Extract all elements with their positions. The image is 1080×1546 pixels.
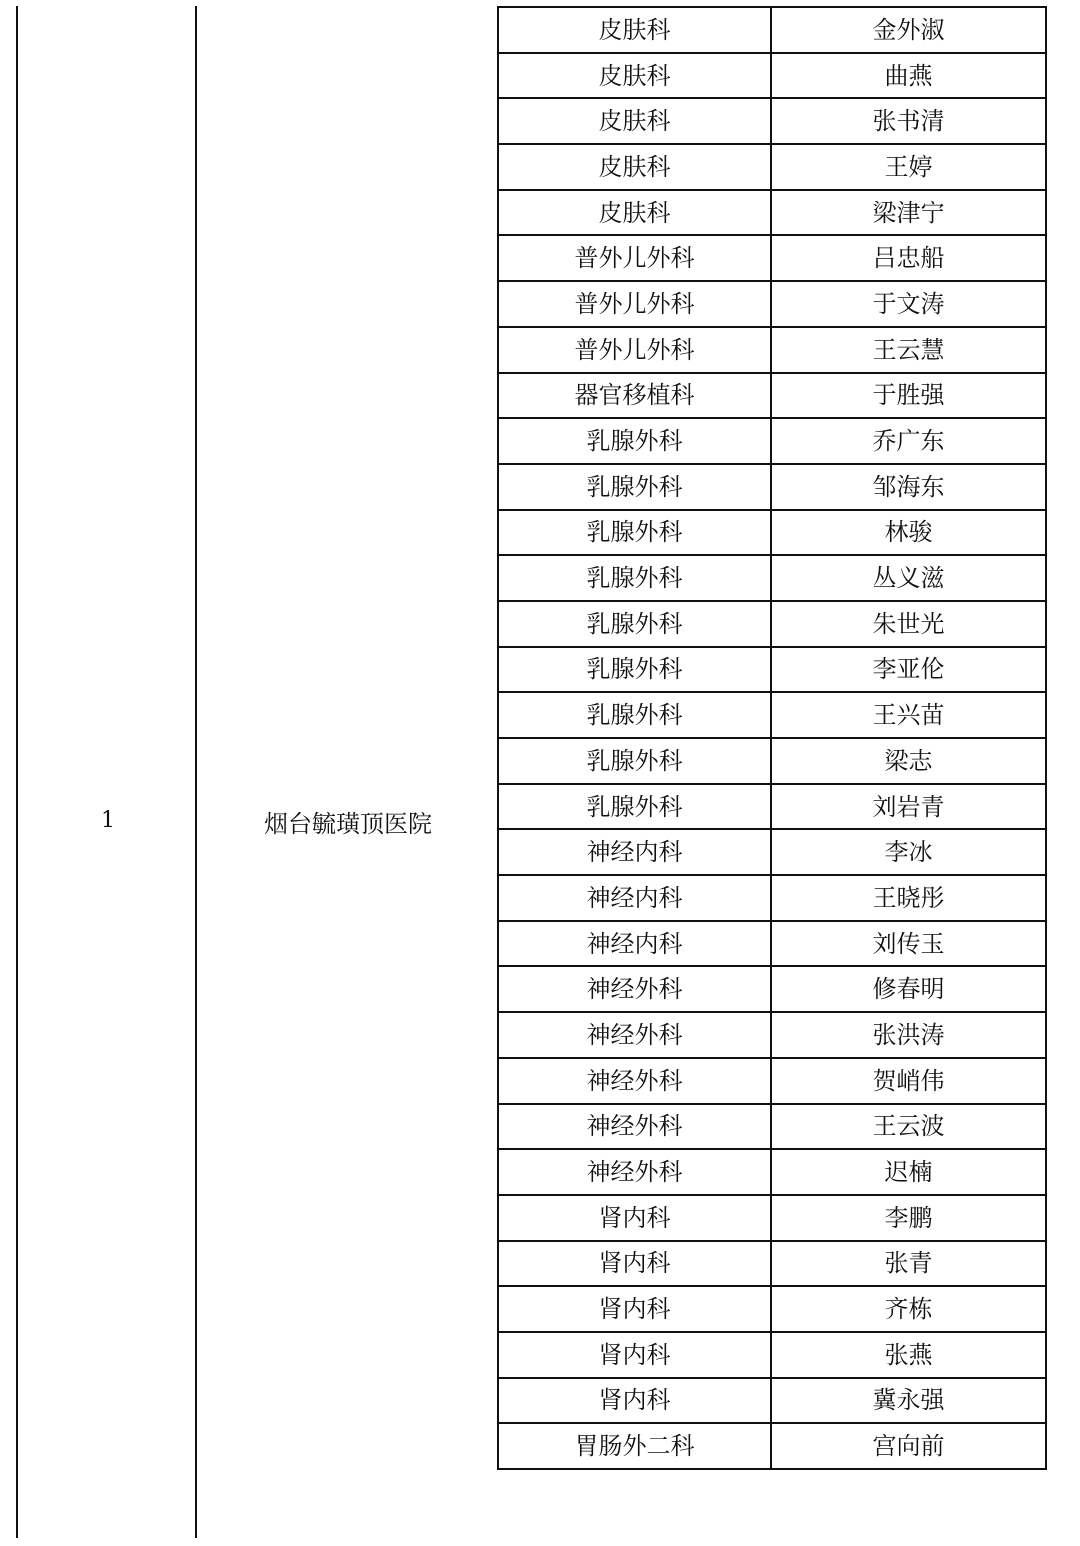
department-cell: 肾内科 bbox=[498, 1241, 771, 1287]
doctor-name-cell: 王婷 bbox=[771, 144, 1046, 190]
department-cell: 乳腺外科 bbox=[498, 464, 771, 510]
department-cell: 皮肤科 bbox=[498, 53, 771, 99]
table-body bbox=[498, 7, 1046, 1469]
doctor-name-cell: 张青 bbox=[771, 1241, 1046, 1287]
department-cell: 皮肤科 bbox=[498, 7, 771, 53]
department-cell: 皮肤科 bbox=[498, 98, 771, 144]
doctor-name-cell: 张书清 bbox=[771, 98, 1046, 144]
doctor-name-cell: 吕忠船 bbox=[771, 235, 1046, 281]
department-cell: 神经外科 bbox=[498, 1149, 771, 1195]
doctor-name-cell: 金外淑 bbox=[771, 7, 1046, 53]
department-cell: 普外儿外科 bbox=[498, 281, 771, 327]
doctor-name-cell: 齐栋 bbox=[771, 1286, 1046, 1332]
doctor-name-cell: 李亚伦 bbox=[771, 647, 1046, 693]
table-row bbox=[498, 692, 1046, 738]
doctor-name-cell: 朱世光 bbox=[771, 601, 1046, 647]
table-row bbox=[498, 738, 1046, 784]
department-cell: 普外儿外科 bbox=[498, 327, 771, 373]
doctor-name-cell: 邹海东 bbox=[771, 464, 1046, 510]
department-cell: 普外儿外科 bbox=[498, 235, 771, 281]
department-cell: 乳腺外科 bbox=[498, 692, 771, 738]
doctor-name-cell: 李冰 bbox=[771, 829, 1046, 875]
table-left-border bbox=[16, 6, 18, 1538]
doctor-name-cell: 贺峭伟 bbox=[771, 1058, 1046, 1104]
doctor-name-cell: 于胜强 bbox=[771, 373, 1046, 419]
department-cell: 肾内科 bbox=[498, 1332, 771, 1378]
table-column-divider bbox=[195, 6, 197, 1538]
table-row bbox=[498, 1423, 1046, 1469]
doctor-name-cell: 迟楠 bbox=[771, 1149, 1046, 1195]
department-cell: 器官移植科 bbox=[498, 373, 771, 419]
department-cell: 乳腺外科 bbox=[498, 510, 771, 556]
department-doctor-table bbox=[497, 6, 1047, 1470]
doctor-name-cell: 张洪涛 bbox=[771, 1012, 1046, 1058]
department-cell: 胃肠外二科 bbox=[498, 1423, 771, 1469]
table-row bbox=[498, 966, 1046, 1012]
table-row bbox=[498, 921, 1046, 967]
department-cell: 神经内科 bbox=[498, 829, 771, 875]
table-row bbox=[498, 1149, 1046, 1195]
table-row bbox=[498, 647, 1046, 693]
table-row bbox=[498, 418, 1046, 464]
table-row bbox=[498, 190, 1046, 236]
doctor-name-cell: 冀永强 bbox=[771, 1378, 1046, 1424]
doctor-name-cell: 王晓彤 bbox=[771, 875, 1046, 921]
doctor-name-cell: 曲燕 bbox=[771, 53, 1046, 99]
table-row bbox=[498, 1058, 1046, 1104]
table-row bbox=[498, 1012, 1046, 1058]
department-cell: 乳腺外科 bbox=[498, 555, 771, 601]
department-cell: 神经外科 bbox=[498, 966, 771, 1012]
table-row bbox=[498, 464, 1046, 510]
department-cell: 乳腺外科 bbox=[498, 738, 771, 784]
table-row bbox=[498, 1378, 1046, 1424]
hospital-name: 烟台毓璜顶医院 bbox=[264, 810, 432, 838]
department-cell: 肾内科 bbox=[498, 1195, 771, 1241]
doctor-name-cell: 李鹏 bbox=[771, 1195, 1046, 1241]
doctor-name-cell: 刘岩青 bbox=[771, 784, 1046, 830]
table-row bbox=[498, 144, 1046, 190]
table-row bbox=[498, 1286, 1046, 1332]
table-row bbox=[498, 1104, 1046, 1150]
table-row bbox=[498, 601, 1046, 647]
department-cell: 皮肤科 bbox=[498, 190, 771, 236]
table-row bbox=[498, 98, 1046, 144]
table-row bbox=[498, 1195, 1046, 1241]
doctor-name-cell: 王兴苗 bbox=[771, 692, 1046, 738]
doctor-name-cell: 王云慧 bbox=[771, 327, 1046, 373]
doctor-name-cell: 于文涛 bbox=[771, 281, 1046, 327]
department-cell: 乳腺外科 bbox=[498, 647, 771, 693]
department-cell: 肾内科 bbox=[498, 1378, 771, 1424]
doctor-name-cell: 修春明 bbox=[771, 966, 1046, 1012]
table-row bbox=[498, 281, 1046, 327]
doctor-name-cell: 宫向前 bbox=[771, 1423, 1046, 1469]
table-row bbox=[498, 53, 1046, 99]
table-row bbox=[498, 510, 1046, 556]
table-row bbox=[498, 327, 1046, 373]
department-cell: 乳腺外科 bbox=[498, 784, 771, 830]
doctor-name-cell: 丛义滋 bbox=[771, 555, 1046, 601]
department-cell: 神经外科 bbox=[498, 1012, 771, 1058]
table-row bbox=[498, 1332, 1046, 1378]
department-cell: 神经内科 bbox=[498, 875, 771, 921]
doctor-name-cell: 梁志 bbox=[771, 738, 1046, 784]
table-row bbox=[498, 7, 1046, 53]
department-cell: 肾内科 bbox=[498, 1286, 771, 1332]
table-row bbox=[498, 829, 1046, 875]
department-cell: 皮肤科 bbox=[498, 144, 771, 190]
doctor-name-cell: 林骏 bbox=[771, 510, 1046, 556]
department-cell: 神经外科 bbox=[498, 1104, 771, 1150]
department-cell: 神经内科 bbox=[498, 921, 771, 967]
table-row bbox=[498, 875, 1046, 921]
row-number: 1 bbox=[101, 808, 115, 833]
doctor-name-cell: 乔广东 bbox=[771, 418, 1046, 464]
table-row bbox=[498, 784, 1046, 830]
doctor-name-cell: 刘传玉 bbox=[771, 921, 1046, 967]
table-row bbox=[498, 235, 1046, 281]
table-row bbox=[498, 373, 1046, 419]
table-row bbox=[498, 1241, 1046, 1287]
doctor-name-cell: 王云波 bbox=[771, 1104, 1046, 1150]
table-row bbox=[498, 555, 1046, 601]
department-cell: 神经外科 bbox=[498, 1058, 771, 1104]
department-cell: 乳腺外科 bbox=[498, 418, 771, 464]
department-cell: 乳腺外科 bbox=[498, 601, 771, 647]
doctor-name-cell: 张燕 bbox=[771, 1332, 1046, 1378]
doctor-name-cell: 梁津宁 bbox=[771, 190, 1046, 236]
